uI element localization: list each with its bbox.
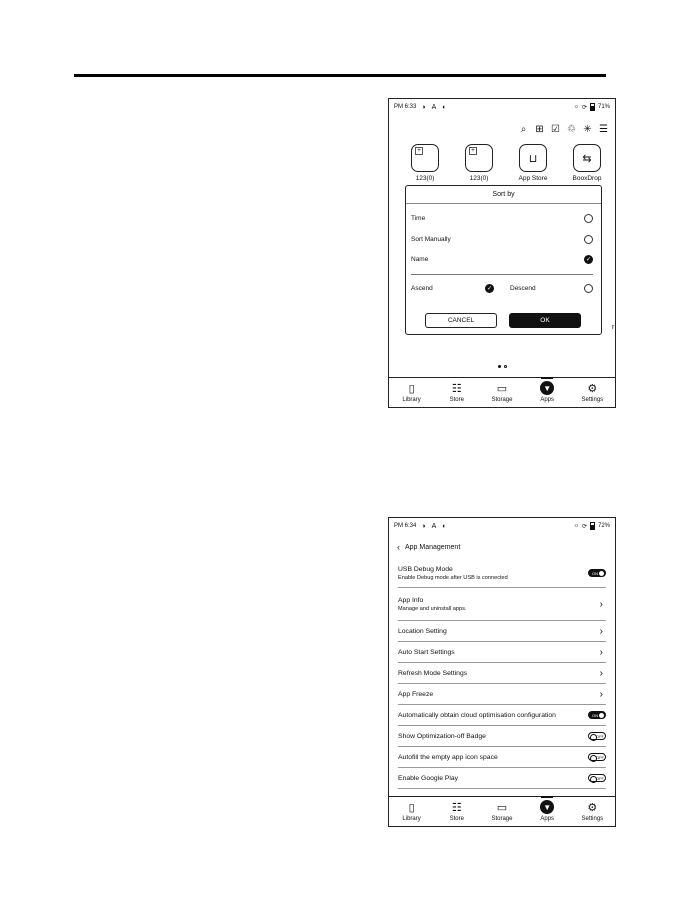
- nav-label: Apps: [540, 816, 554, 822]
- option-label: Ascend: [411, 284, 433, 292]
- nav-label: Settings: [581, 816, 604, 822]
- nav-label: Apps: [540, 397, 554, 403]
- clean-icon[interactable]: ♲: [567, 124, 576, 135]
- transfer-icon: ⇆: [573, 144, 601, 172]
- app-booxdrop[interactable]: [561, 144, 613, 182]
- status-bar: [389, 99, 615, 115]
- sort-order-row: [411, 282, 593, 294]
- chevron-right-icon: ›: [599, 625, 603, 637]
- setting-autofill-icon-space[interactable]: [398, 747, 606, 768]
- nav-label: Storage: [491, 816, 513, 822]
- sun-icon: ☼: [573, 523, 579, 529]
- sort-order-ascend[interactable]: [411, 284, 502, 293]
- page-indicator: [389, 365, 615, 368]
- app-name: 123(0): [469, 175, 489, 182]
- option-label: Sort Manually: [411, 235, 451, 243]
- ok-button[interactable]: OK: [509, 313, 581, 328]
- apps-icon: ▼: [540, 800, 554, 814]
- dialog-title: Sort by: [406, 186, 601, 204]
- bottom-nav: [389, 796, 615, 826]
- setting-cloud-optimisation[interactable]: [398, 705, 606, 726]
- nav-library[interactable]: [392, 800, 432, 822]
- setting-title: Enable Google Play: [398, 774, 459, 782]
- nav-label: Store: [449, 397, 464, 403]
- sort-option-manual[interactable]: [411, 233, 593, 245]
- toggle-switch[interactable]: ON: [588, 711, 606, 719]
- nav-storage[interactable]: [482, 800, 522, 822]
- freeze-icon[interactable]: ✳: [583, 124, 592, 135]
- setting-title: Autofill the empty app icon space: [398, 753, 498, 761]
- setting-title: Location Setting: [398, 627, 447, 635]
- apps-sort-screen: [388, 98, 616, 408]
- app-folder-1[interactable]: [399, 144, 451, 182]
- folder-icon: ▭: [496, 801, 508, 814]
- gear-icon: ⚙: [587, 382, 598, 395]
- setting-optimization-badge[interactable]: [398, 726, 606, 747]
- font-icon: A: [431, 103, 437, 111]
- sun-icon: ☼: [573, 104, 579, 110]
- setting-auto-start[interactable]: [398, 642, 606, 663]
- bottom-nav: [389, 377, 615, 407]
- app-store[interactable]: [507, 144, 559, 182]
- setting-usb-debug[interactable]: [398, 559, 606, 588]
- apps-icon: ▼: [540, 381, 554, 395]
- nav-library[interactable]: [392, 381, 432, 403]
- divider: [411, 274, 593, 275]
- shopping-bag-icon: ⊔: [519, 144, 547, 172]
- font-icon: A: [431, 522, 437, 530]
- nav-settings[interactable]: [572, 381, 612, 403]
- folder-icon: ▭: [496, 382, 508, 395]
- app-folder-2[interactable]: [453, 144, 505, 182]
- option-label: Time: [411, 214, 426, 222]
- toggle-switch[interactable]: OFF: [588, 732, 606, 740]
- nav-label: Settings: [581, 397, 604, 403]
- search-icon[interactable]: ⌕: [520, 124, 527, 135]
- radio-button[interactable]: [584, 214, 593, 223]
- sync-icon: ⟳: [581, 104, 587, 111]
- radio-button[interactable]: [584, 235, 593, 244]
- select-icon[interactable]: ☑: [551, 124, 560, 135]
- app-name: BooxDrop: [572, 175, 602, 182]
- page-title: App Management: [405, 543, 461, 551]
- sort-option-time[interactable]: [411, 212, 593, 224]
- cancel-button[interactable]: CANCEL: [425, 313, 497, 328]
- status-time: PM 6:34: [394, 523, 417, 529]
- toggle-switch[interactable]: OFF: [588, 774, 606, 782]
- chevron-right-icon: ›: [599, 598, 603, 610]
- option-label: Descend: [510, 284, 536, 292]
- partially-hidden-text: r: [612, 324, 615, 331]
- gear-icon: ⚙: [587, 801, 598, 814]
- page-dot[interactable]: [504, 365, 507, 368]
- battery-level: 71%: [597, 104, 610, 110]
- setting-app-freeze[interactable]: [398, 684, 606, 705]
- setting-subtitle: Enable Debug mode after USB is connected: [398, 574, 508, 581]
- setting-subtitle: Manage and uninstall apps.: [398, 605, 467, 612]
- radio-button-checked[interactable]: ✓: [585, 256, 592, 263]
- store-icon: ☷: [451, 382, 462, 395]
- toggle-switch[interactable]: ON: [588, 569, 606, 577]
- nav-store[interactable]: [437, 800, 477, 822]
- setting-refresh-mode[interactable]: [398, 663, 606, 684]
- chevron-right-icon: ›: [599, 646, 603, 658]
- book-icon: ▯: [408, 382, 415, 395]
- radio-button[interactable]: [584, 284, 593, 293]
- status-bar: [389, 518, 615, 534]
- app-name: 123(0): [415, 175, 435, 182]
- nav-label: Store: [449, 816, 464, 822]
- add-folder-icon[interactable]: ⊞: [535, 124, 544, 135]
- app-name: App Store: [518, 175, 548, 182]
- page-dot-active[interactable]: [498, 365, 501, 368]
- sort-option-name[interactable]: [411, 253, 593, 265]
- app-management-screen: [388, 517, 616, 827]
- apps-toolbar: [518, 124, 609, 135]
- chevron-right-icon: ›: [599, 688, 603, 700]
- battery-icon: [590, 522, 595, 530]
- settings-mini-icon: ◐: [442, 522, 447, 530]
- page-header: [397, 542, 460, 552]
- setting-title: App Freeze: [398, 690, 434, 698]
- folder-icon: +: [465, 144, 493, 172]
- app-grid: [399, 144, 613, 182]
- status-time: PM 6:33: [394, 104, 417, 110]
- settings-mini-icon: ◐: [442, 103, 447, 111]
- setting-app-info[interactable]: [398, 588, 606, 621]
- back-arrow-icon[interactable]: ‹: [397, 542, 400, 552]
- book-icon: ▯: [408, 801, 415, 814]
- setting-title: Auto Start Settings: [398, 648, 455, 656]
- sort-order-descend[interactable]: [502, 284, 593, 293]
- radio-button-checked[interactable]: ✓: [486, 285, 493, 292]
- setting-title: Refresh Mode Settings: [398, 669, 468, 677]
- nav-storage[interactable]: [482, 381, 522, 403]
- page-divider-line: [74, 74, 606, 77]
- chevron-right-icon: ›: [599, 667, 603, 679]
- nav-label: Library: [402, 397, 421, 403]
- nav-store[interactable]: [437, 381, 477, 403]
- store-icon: ☷: [451, 801, 462, 814]
- settings-list: [398, 559, 606, 789]
- setting-title: App Info: [398, 596, 424, 604]
- nav-settings[interactable]: [572, 800, 612, 822]
- setting-title: Automatically obtain cloud optimisation configuration: [398, 711, 556, 719]
- contrast-icon: ◑: [421, 103, 426, 111]
- option-label: Name: [411, 255, 429, 263]
- sync-icon: ⟳: [581, 523, 587, 530]
- nav-apps[interactable]: [527, 800, 567, 822]
- contrast-icon: ◑: [421, 522, 426, 530]
- folder-icon: +: [411, 144, 439, 172]
- toggle-switch[interactable]: OFF: [588, 753, 606, 761]
- setting-title: USB Debug Mode: [398, 565, 453, 573]
- setting-title: Show Optimization-off Badge: [398, 732, 486, 740]
- setting-location[interactable]: [398, 621, 606, 642]
- nav-label: Library: [402, 816, 421, 822]
- menu-icon[interactable]: ☰: [599, 124, 608, 135]
- nav-label: Storage: [491, 397, 513, 403]
- nav-apps[interactable]: [527, 381, 567, 403]
- battery-icon: [590, 103, 595, 111]
- setting-google-play[interactable]: [398, 768, 606, 789]
- battery-level: 72%: [597, 523, 610, 529]
